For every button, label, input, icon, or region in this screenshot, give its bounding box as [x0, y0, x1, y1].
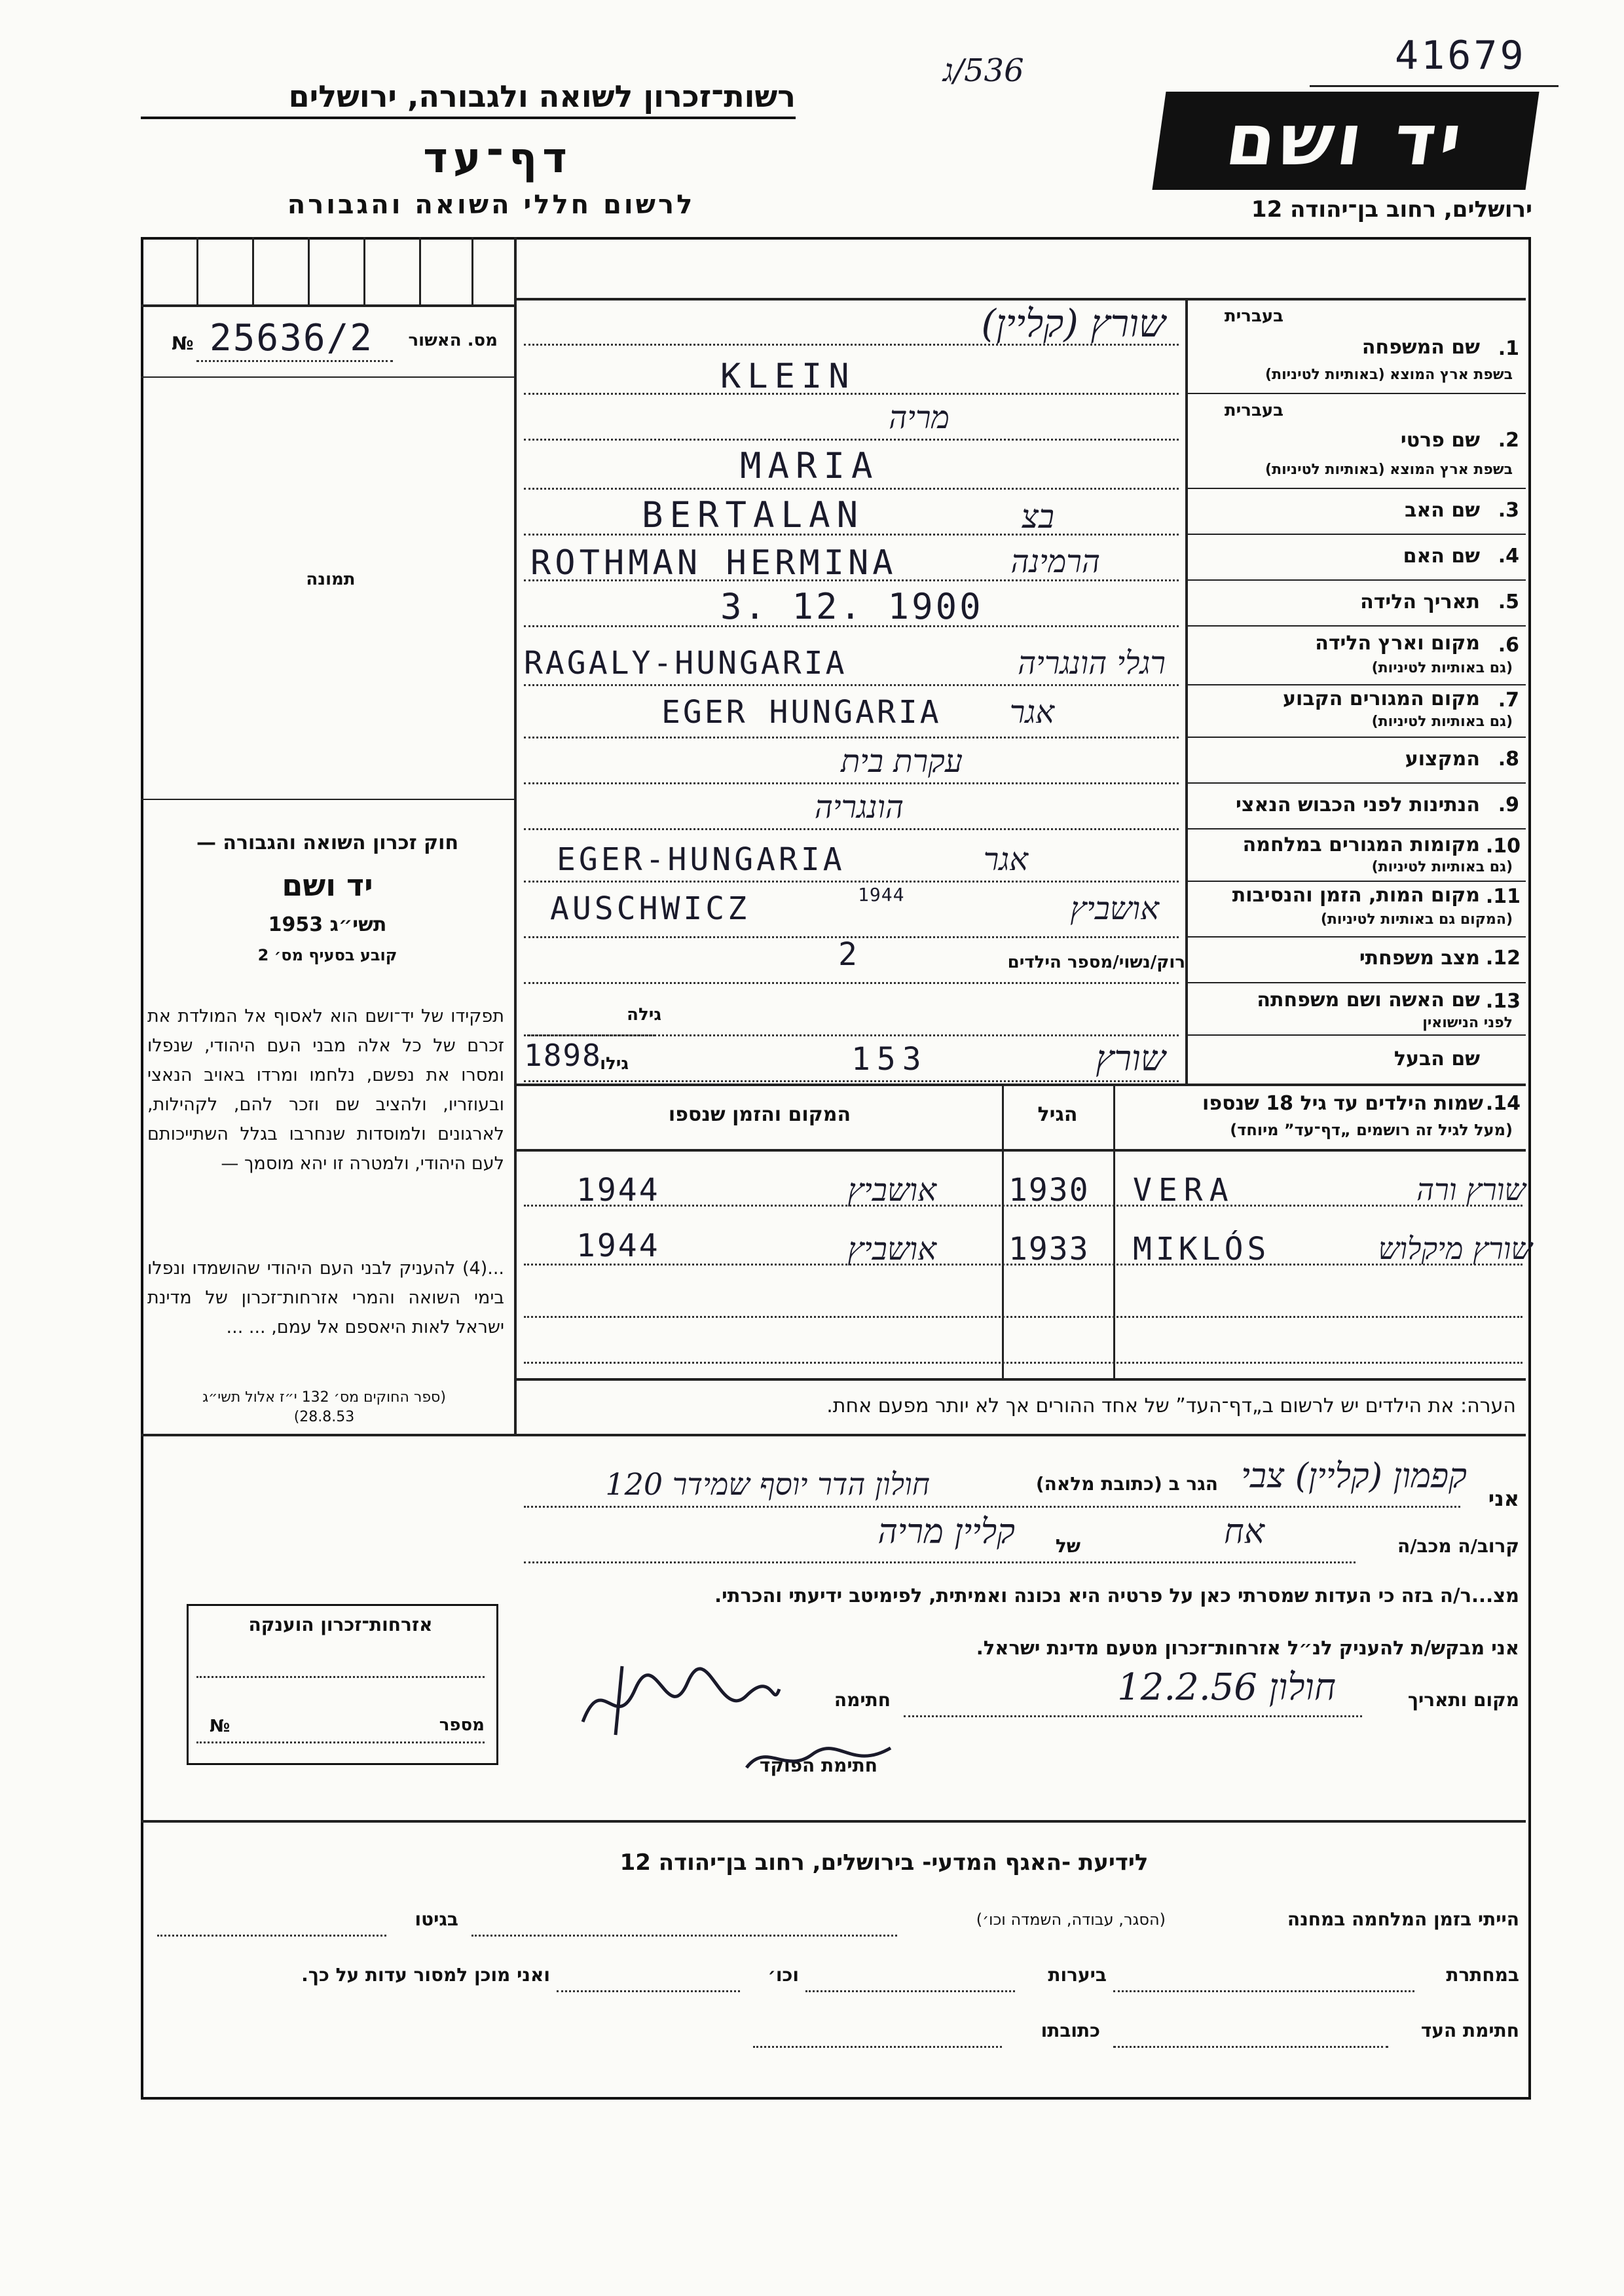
photo-label: תמונה — [306, 570, 356, 589]
field-12-num: 12. — [1485, 947, 1521, 970]
field-7-num: 7. — [1498, 689, 1519, 712]
children-header-rule — [514, 1149, 1526, 1152]
birth-place-latin: RAGALY-HUNGARIA — [524, 645, 847, 682]
field-4-label: שם האם — [1403, 545, 1480, 568]
decl-relation-label: קרוב/ה מכב/ה — [1397, 1535, 1519, 1557]
handwritten-ref: 536/ג — [943, 52, 1024, 89]
field-9-num: 9. — [1498, 793, 1519, 816]
husband-age: 1898 — [524, 1038, 602, 1073]
row-rule — [1185, 782, 1526, 784]
children-count: 2 — [838, 936, 864, 973]
photo-top-rule — [141, 376, 514, 378]
footer-willing: ואני מוכן למסור עדות על כך. — [301, 1964, 550, 1986]
left-column-border — [514, 237, 517, 1435]
surname-latin: KLEIN — [720, 357, 856, 396]
decl-officer-label: חתימת הפוקד — [759, 1755, 877, 1776]
footer-line — [1113, 2046, 1388, 2048]
value-line — [524, 881, 1179, 883]
footer-line — [805, 1990, 1015, 1992]
row-rule — [1185, 982, 1526, 983]
residence-hebrew: אגר — [1009, 694, 1054, 731]
child-2-year: 1944 — [576, 1228, 660, 1264]
death-year: 1944 — [858, 884, 905, 905]
approval-dotline — [196, 360, 393, 362]
mother-name-hebrew: הרמינה — [1010, 543, 1100, 580]
field-1-num: 1. — [1498, 337, 1519, 360]
row-rule — [1185, 393, 1526, 394]
children-col-divider — [1113, 1084, 1115, 1378]
footer-line — [753, 2046, 1002, 2048]
father-name-latin: BERTALAN — [642, 494, 865, 536]
surname-hebrew: שורץ (קליין) — [981, 301, 1166, 346]
child-2-name-latin: MIKLÓS — [1133, 1231, 1270, 1267]
value-line — [524, 782, 1179, 784]
value-line — [524, 982, 1179, 984]
approval-label: מס. האשור — [408, 331, 498, 350]
citizenship-line — [196, 1676, 485, 1678]
citizenship-line — [196, 1741, 485, 1743]
value-line — [524, 684, 1179, 686]
children-title: שמות הילדים עד גיל 18 שנספו — [1202, 1092, 1483, 1115]
father-name-hebrew: בצ — [1021, 498, 1054, 536]
row-rule — [1185, 936, 1526, 938]
children-row-line — [524, 1362, 1522, 1364]
label-column-border — [1185, 298, 1188, 1084]
field-11-sub: (המקום גם באותיות לטיניות) — [1320, 911, 1513, 928]
law-section: קובע בסעיף מס׳ 2 — [257, 946, 397, 964]
citizenship-no-symbol: № — [210, 1717, 231, 1736]
field-10-label: מקומות המגורים במלחמה — [1242, 833, 1480, 856]
children-row-line — [524, 1316, 1522, 1318]
value-line — [524, 488, 1179, 490]
husband-name-hebrew: שורץ — [1096, 1038, 1166, 1079]
footer-forests-label: ביערות — [1048, 1964, 1107, 1986]
field-2-label: שם פרטי — [1400, 429, 1480, 452]
footer-camp-type: (הסגר, עבודה, השמדה וכו׳) — [976, 1910, 1166, 1929]
child-2-place: אושביץ — [847, 1231, 936, 1267]
death-place-latin: AUSCHWICZ — [550, 890, 750, 927]
field-6-sub: (גם באותיות לטיניות) — [1371, 660, 1513, 676]
field-10-sub: (גם באותיות לטיניות) — [1371, 859, 1513, 875]
footer-to: לידיעת -האגף המדעי- בירושלים, רחוב בן־יהודה 12 — [619, 1850, 1149, 1876]
field-1-label: שם המשפחה — [1361, 336, 1480, 359]
law-text-2: ...(4) להעניק לבני העם היהודי שהושמדו ונפלו בימי השואה והמרי אזרחות־זכרון של מדינת ישראל לאות היאספם אל עמם, ... ... — [147, 1258, 504, 1338]
field-10-num: 10. — [1485, 835, 1521, 858]
field-13-sub: לפני הנישואין — [1422, 1015, 1513, 1031]
row-rule — [1185, 737, 1526, 738]
top-strip-rule-right — [514, 298, 1526, 301]
husband-number: 153 — [851, 1041, 928, 1078]
top-authority: רשות־זכרון לשואה ולגבורה, ירושלים — [288, 79, 796, 114]
law-heading: חוק זכרון השואה והגבורה — — [196, 831, 459, 854]
decl-signature-label: חתימה — [834, 1689, 891, 1711]
field-7-sub: (גם באותיות לטיניות) — [1371, 714, 1513, 730]
footer-camp-label: הייתי בזמן המלחמה במחנה — [1287, 1908, 1519, 1930]
footer-line — [157, 1935, 386, 1937]
field-5-label: תאריך הלידה — [1360, 591, 1480, 613]
decl-address: חולון הדר יוסף שמידר 120 — [605, 1467, 930, 1502]
decl-i-value: קפמון (קליין) צבי — [1241, 1457, 1467, 1496]
decl-of-label: של — [1055, 1535, 1080, 1557]
field-6-num: 6. — [1498, 634, 1519, 657]
decl-resident-label: הגר ב (כתובת מלאה) — [1035, 1473, 1218, 1495]
decl-place-date: חולון 12.2.56 — [1117, 1666, 1336, 1709]
birth-date: 3. 12. 1900 — [720, 586, 984, 627]
decl-statement: מצ...ר/ה בזה כי העדות שמסרתי כאן על פרטיה היא נכונה ואמיתית, לפימיטב ידיעתי והכרתי. — [714, 1584, 1519, 1607]
law-source: (ספר החוקים מס׳ 132 י״ז אלול תשי״ג 28.8.53) — [202, 1389, 446, 1425]
decl-signature — [576, 1663, 786, 1741]
officer-signature — [740, 1735, 897, 1781]
law-text: תפקידו של יד־ושם הוא לאסוף אל המולדת את זכרם של כל אלה מבני העם היהודי, שנפלו ומסרו את נפשם, נלחמו ומרדו באויב הנאצי ובעוזריו, ולהציב שם וזכר להם, לקהילות, לארגונים ולמוסדות שנחרבו בגלל השתייכותם לעם היהודי, ולמטרה זו יהא מוסמך — — [147, 1006, 504, 1174]
child-1-place: אושביץ — [847, 1172, 936, 1209]
strip-cell — [308, 237, 310, 304]
field-6-label: מקום וארץ הלידה — [1315, 632, 1480, 655]
field-2-num: 2. — [1498, 429, 1519, 452]
value-line — [524, 1080, 1179, 1082]
strip-cell — [419, 237, 421, 304]
row-rule — [1185, 625, 1526, 627]
occupation: עקרת בית — [841, 743, 963, 780]
footer-top-rule — [141, 1820, 1526, 1823]
footer-line — [1113, 1990, 1414, 1992]
decl-request: אני מבקש/ת להעניק לנ״ל אזרחות־זכרון מטעם מדינת ישראל. — [976, 1637, 1519, 1659]
field-1-sub: בשפת ארץ המוצא (באותיות לטיניות) — [1265, 367, 1513, 383]
field-3-num: 3. — [1498, 499, 1519, 522]
form-subtitle: לרשום חללי השואה והגבורה — [287, 190, 695, 220]
row-rule — [1185, 828, 1526, 829]
footer-witness-signature-label: חתימת העד — [1420, 2020, 1519, 2041]
top-strip-rule — [141, 304, 514, 307]
nationality: הונגריה — [814, 789, 904, 826]
child-1-year: 1944 — [576, 1172, 660, 1209]
footer-ghetto-label: בגיטו — [415, 1908, 458, 1930]
law-name: יד ושם — [282, 867, 373, 903]
first-name-latin: MARIA — [740, 445, 879, 486]
value-line — [524, 828, 1179, 830]
children-subtitle: (מעל לגיל זה רושמים „דף־עד” מיוחד) — [1230, 1121, 1513, 1139]
child-2-name-hebrew: שורץ מיקלוש — [1378, 1231, 1532, 1266]
children-num: 14. — [1485, 1092, 1521, 1115]
note: הערה: את הילדים יש לרשום ב„דף־העד” של אחד ההורים אך לא יותר מפעם אחת. — [826, 1394, 1516, 1417]
field-13-label: שם האשה ושם משפחתה — [1257, 989, 1480, 1011]
footer-underground-label: במחתרת — [1446, 1964, 1519, 1986]
strip-cell — [196, 237, 198, 304]
note-bottom-rule — [141, 1434, 1526, 1436]
husband-label: שם הבעל — [1393, 1048, 1480, 1070]
citizenship-no-label: מספר — [439, 1715, 485, 1735]
note-top-rule — [514, 1378, 1526, 1381]
decl-i-label: אני — [1488, 1486, 1519, 1511]
wife-age-label: גילה — [627, 1005, 661, 1025]
strip-cell — [363, 237, 365, 304]
row-rule — [1185, 488, 1526, 489]
yad-vashem-logo — [1152, 92, 1539, 190]
approval-no-symbol: № — [172, 333, 194, 354]
decl-relation-value: אח — [1224, 1512, 1264, 1552]
citizenship-box-title: אזרחות־זכרון הוענקה — [248, 1614, 433, 1635]
photo-bottom-rule — [141, 799, 514, 800]
field-3-label: שם האב — [1405, 499, 1480, 522]
form-title: דף־עד — [423, 134, 572, 183]
residence-latin: EGER HUNGARIA — [661, 694, 942, 731]
children-table-top — [514, 1084, 1526, 1086]
value-line — [524, 737, 1179, 738]
field-2-sub: בשפת ארץ המוצא (באותיות לטיניות) — [1265, 462, 1513, 478]
child-2-age: 1933 — [1008, 1231, 1090, 1267]
field-11-label: מקום המות, הזמן והנסיבות — [1232, 884, 1480, 907]
first-name-hebrew: מריה — [889, 399, 950, 436]
child-1-name-hebrew: שורץ ורה — [1416, 1172, 1526, 1207]
row-rule — [1185, 1034, 1526, 1036]
strip-cell — [252, 237, 254, 304]
wartime-residence-latin: EGER-HUNGARIA — [557, 841, 845, 878]
row-rule — [1185, 881, 1526, 882]
decl-line — [904, 1715, 1362, 1717]
children-col-divider — [1002, 1084, 1004, 1378]
decl-line — [524, 1506, 1460, 1508]
field-11-num: 11. — [1485, 885, 1521, 908]
footer-line — [471, 1935, 897, 1937]
mother-name-latin: ROTHMAN HERMINA — [530, 543, 897, 583]
field-9-label: הנתינות לפני הכבוש הנאצי — [1236, 793, 1480, 816]
address: ירושלים, רחוב בן־יהודה 12 — [1251, 196, 1532, 223]
row-rule — [1185, 534, 1526, 535]
footer-etc-label: וכו׳ — [767, 1964, 799, 1986]
children-col-place: המקום והזמן שנספו — [668, 1103, 851, 1126]
row-rule — [1185, 579, 1526, 581]
child-1-name-latin: VERA — [1133, 1172, 1235, 1209]
logo-text: יד ושם — [1221, 100, 1471, 181]
field-5-num: 5. — [1498, 591, 1519, 613]
field-7-label: מקום המגורים הקבוע — [1283, 687, 1480, 710]
husband-age-label: גילו — [600, 1054, 629, 1074]
footer-address-label: כתובתו — [1041, 2020, 1100, 2041]
children-count-label: רוק/נשוי/מספר הילדים — [1007, 953, 1185, 972]
approval-number: 25636/2 — [210, 317, 374, 359]
archive-number-rule — [1310, 85, 1559, 87]
law-year: תשי״ג 1953 — [268, 913, 387, 936]
field-8-num: 8. — [1498, 748, 1519, 771]
wife-age-line — [524, 1034, 655, 1036]
strip-cell — [471, 237, 473, 304]
birth-place-hebrew: רגלי הונגריה — [1018, 645, 1166, 682]
top-authority-rule — [141, 117, 796, 119]
field-1-tag: בעברית — [1224, 306, 1283, 326]
field-4-num: 4. — [1498, 545, 1519, 568]
field-2-tag: בעברית — [1224, 401, 1283, 420]
decl-of-value: קליין מריה — [877, 1512, 1015, 1552]
children-col-age: הגיל — [1037, 1103, 1078, 1126]
decl-line — [524, 1561, 1356, 1563]
field-13-num: 13. — [1485, 990, 1521, 1013]
death-place-hebrew: אושביץ — [1070, 890, 1159, 927]
decl-place-date-label: מקום ותאריך — [1407, 1689, 1519, 1711]
row-rule — [1185, 684, 1526, 685]
footer-line — [557, 1990, 740, 1992]
archive-number: 41679 — [1395, 33, 1526, 79]
value-line — [524, 439, 1179, 441]
child-1-age: 1930 — [1008, 1172, 1090, 1209]
field-8-label: המקצוע — [1405, 748, 1480, 771]
wartime-residence-hebrew: אגר — [983, 841, 1028, 878]
field-12-label: מצב משפחתי — [1359, 947, 1480, 970]
